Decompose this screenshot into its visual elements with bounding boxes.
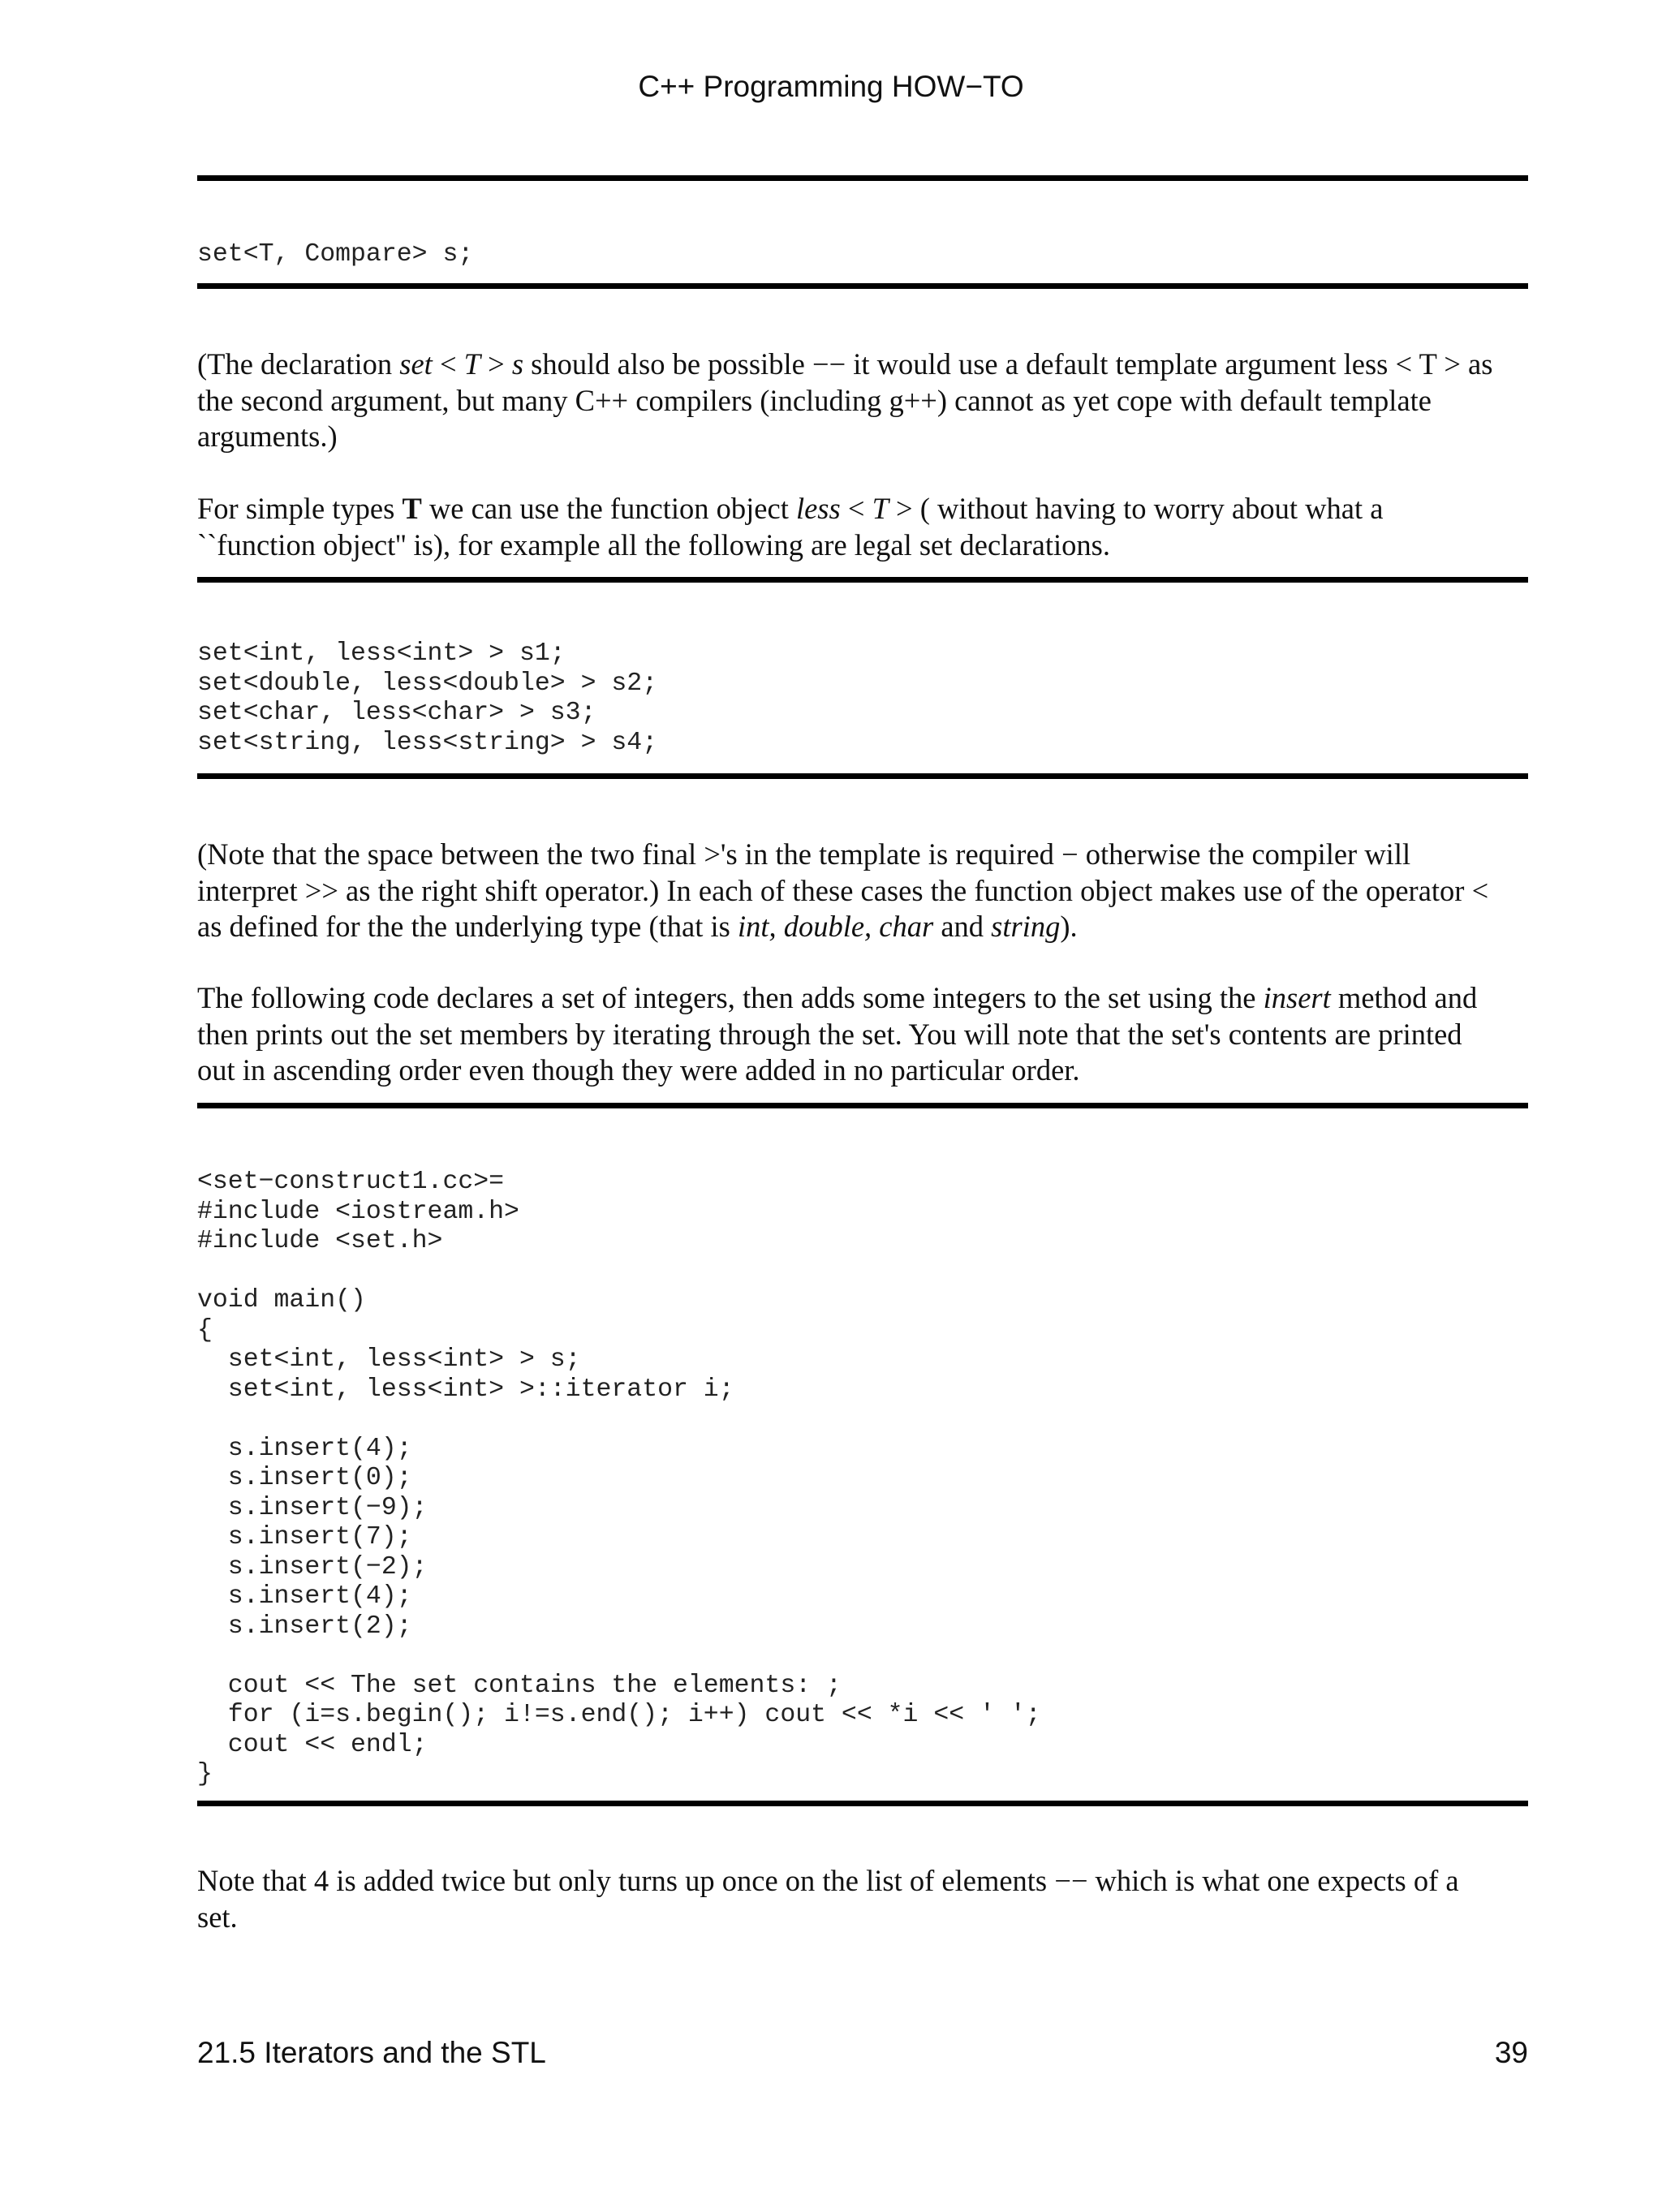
code-block-top-rule xyxy=(197,577,1528,583)
code-line: set<int, less<int> > s1; xyxy=(197,639,566,668)
code-block-top-rule xyxy=(197,175,1528,181)
code-line: cout << The set contains the elements: ; xyxy=(197,1671,842,1700)
code-block-bottom-rule xyxy=(197,283,1528,289)
code-line: #include <set.h> xyxy=(197,1227,443,1255)
paragraph-example-intro: The following code declares a set of integers, then adds some integers to the set using the insert method and then prints out the set members by iterating through the set. You will note that the set's contents are printed out in ascending order even though they were added in no particular order. xyxy=(197,981,1478,1087)
code-block-2 xyxy=(197,639,1528,758)
code-line: s.insert(−9); xyxy=(197,1493,428,1522)
code-block-bottom-rule xyxy=(197,773,1528,779)
code-block-top-rule xyxy=(197,1103,1528,1108)
paragraph-space-note: (Note that the space between the two final >'s in the template is required − otherwise the compiler will interpret >> as the right shift operator.) In each of these cases the function object makes use of the operator < as defined for the the underlying type (that is int, double, char and string). xyxy=(197,837,1489,943)
code-line: #include <iostream.h> xyxy=(197,1197,519,1226)
footer-section-title: 21.5 Iterators and the STL xyxy=(197,2036,546,2069)
code-line: cout << endl; xyxy=(197,1730,428,1759)
code-line: } xyxy=(197,1760,213,1788)
code-line: set<double, less<double> > s2; xyxy=(197,669,658,698)
code-line: s.insert(7); xyxy=(197,1523,412,1551)
code-line: <set−construct1.cc>= xyxy=(197,1168,505,1196)
running-header: C++ Programming HOW−TO xyxy=(638,70,1024,103)
paragraph-default-template-note: (The declaration set < T > s should also be possible −− it would use a default template argument less < T > as the second argument, but many C++ compilers (including g++) cannot as yet cope with default template arguments.) xyxy=(197,347,1493,453)
code-block-bottom-rule xyxy=(197,1801,1528,1806)
code-line: set<T, Compare> s; xyxy=(197,240,474,269)
code-line: set<string, less<string> > s4; xyxy=(197,728,658,757)
code-line: for (i=s.begin(); i!=s.end(); i++) cout << *i << ' '; xyxy=(197,1701,1041,1729)
code-line: s.insert(0); xyxy=(197,1464,412,1492)
page-number: 39 xyxy=(1494,2036,1528,2069)
code-line: void main() xyxy=(197,1286,366,1315)
paragraph-duplicate-note: Note that 4 is added twice but only turns up once on the list of elements −− which is what one expects of a set. xyxy=(197,1864,1459,1934)
code-block-3 xyxy=(197,1168,1528,1790)
code-line: set<int, less<int> > s; xyxy=(197,1345,581,1374)
code-line: set<char, less<char> > s3; xyxy=(197,699,596,727)
code-line: { xyxy=(197,1315,213,1345)
code-line: s.insert(4); xyxy=(197,1434,412,1463)
code-line: s.insert(2); xyxy=(197,1612,412,1641)
code-line: s.insert(−2); xyxy=(197,1552,428,1582)
code-line: s.insert(4); xyxy=(197,1582,412,1611)
paragraph-function-object-intro: For simple types T we can use the function object less < T > ( without having to worry about what a ``function object'' is), for example all the following are legal set declarations. xyxy=(197,492,1384,562)
code-line: set<int, less<int> >::iterator i; xyxy=(197,1375,734,1404)
code-block-1 xyxy=(197,240,1528,270)
